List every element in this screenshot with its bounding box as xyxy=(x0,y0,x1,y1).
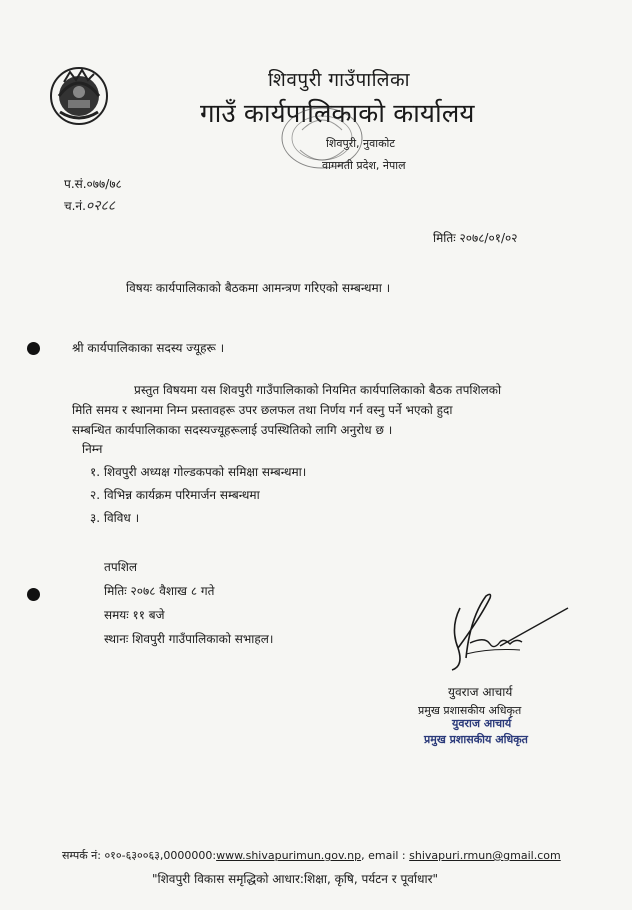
punch-hole-bottom xyxy=(27,588,40,601)
agenda-item: २. विभिन्न कार्यक्रम परिमार्जन सम्बन्धमा xyxy=(90,488,260,502)
nepal-emblem-icon xyxy=(46,62,112,128)
agenda-list xyxy=(90,461,306,530)
body-line-2: मिति समय र स्थानमा निम्न प्रस्तावहरू उपर छलफल तथा निर्णय गर्न वस्नु पर्ने भएको हुदा xyxy=(72,403,453,417)
schedule-heading: तपशिल xyxy=(104,560,138,574)
signatory-name: युवराज आचार्य xyxy=(448,685,513,699)
office-title: गाउँ कार्यपालिकाको कार्यालय xyxy=(200,99,475,129)
letter-subject: विषयः कार्यपालिकाको बैठकमा आमन्त्रण गरिएको सम्बन्धमा । xyxy=(126,281,391,295)
footer-email-link[interactable]: shivapuri.rmun@gmail.com xyxy=(409,849,561,862)
reference-cn xyxy=(64,196,115,215)
footer-motto: "शिवपुरी विकास समृद्धिको आधार:शिक्षा, कृषि, पर्यटन र पूर्वाधार" xyxy=(152,872,438,886)
letter-body xyxy=(72,380,572,440)
body-line-1: प्रस्तुत विषयमा यस शिवपुरी गाउँपालिकाको नियमित कार्यपालिकाको बैठक तपशिलको xyxy=(134,383,502,397)
office-province: वागमती प्रदेश, नेपाल xyxy=(322,159,406,172)
stamp-signatory-title: प्रमुख प्रशासकीय अधिकृत xyxy=(424,733,528,746)
letter-date: मितिः २०७८/०१/०२ xyxy=(433,231,518,245)
office-address: शिवपुरी, नुवाकोट xyxy=(326,137,395,150)
office-seal-stamp xyxy=(262,100,382,180)
handwritten-signature xyxy=(430,588,570,674)
footer-separator: : xyxy=(212,849,217,862)
agenda-intro: निम्न xyxy=(82,442,103,456)
agenda-item: १. शिवपुरी अध्यक्ष गोल्डकपको समिक्षा सम्बन्धमा। xyxy=(90,465,307,479)
footer-contact-prefix: सम्पर्क नं: xyxy=(62,849,101,862)
footer-website-link[interactable]: www.shivapurimun.gov.np xyxy=(216,849,362,862)
agenda-item: ३. विविध । xyxy=(90,511,140,525)
body-line-3: सम्बन्धित कार्यपालिकाका सदस्यज्यूहरूलाई उपस्थितिको लागि अनुरोध छ । xyxy=(72,423,393,437)
schedule-place: स्थानः शिवपुरी गाउँपालिकाको सभाहल। xyxy=(104,632,274,646)
footer-contact xyxy=(62,848,561,863)
schedule-time: समयः ११ बजे xyxy=(104,608,165,622)
footer-email-label: , email : xyxy=(361,849,406,862)
letter-salutation: श्री कार्यपालिकाका सदस्य ज्यूहरू । xyxy=(72,341,225,355)
signatory-title: प्रमुख प्रशासकीय अधिकृत xyxy=(418,704,522,717)
office-name: शिवपुरी गाउँपालिका xyxy=(268,69,410,91)
schedule-date: मितिः २०७८ वैशाख ८ गते xyxy=(104,584,215,598)
footer-phone: ०१०-६३००६३,0000000 xyxy=(104,849,213,862)
reference-ps: प.सं.०७७/७८ xyxy=(64,177,122,191)
stamp-signatory-name: युवराज आचार्य xyxy=(452,717,512,730)
reference-cn-value: ०२८८ xyxy=(85,198,116,214)
reference-cn-label: च.नं. xyxy=(64,199,86,213)
punch-hole-top xyxy=(27,342,40,355)
schedule-block xyxy=(104,555,273,651)
